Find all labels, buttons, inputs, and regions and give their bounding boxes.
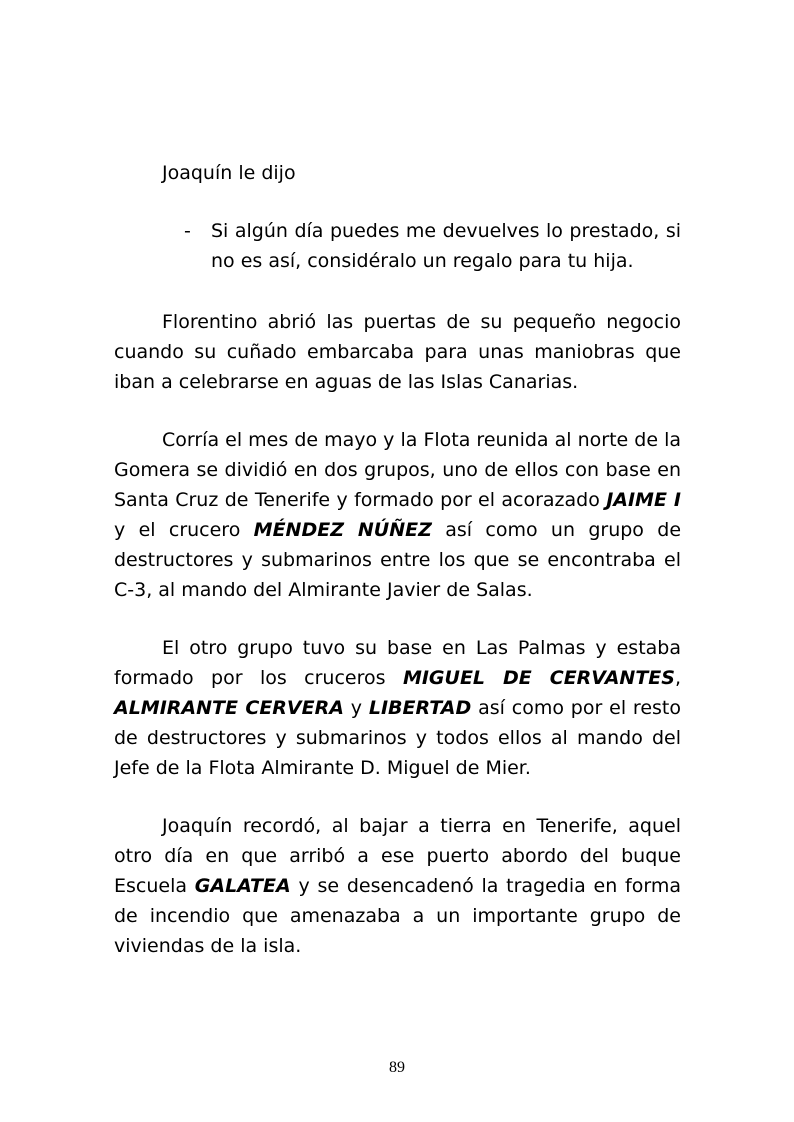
text-run: y el crucero [114,519,254,541]
ship-name-mendez-nunez: MÉNDEZ NÚÑEZ [253,519,432,541]
text-run: Florentino abrió las puertas de su pequeño negocio cuando su cuñado embarcaba para unas maniobras que iban a celebrarse en aguas de las Islas Canarias. [114,311,681,393]
text-run: y [343,697,369,719]
ship-name-galatea: GALATEA [194,875,291,897]
ship-name-libertad: LIBERTAD [368,697,472,719]
text-run: , [674,667,681,689]
text-run: así como un grupo de destructores y submarinos entre los que se encontraba el C-3, al mando del Almirante Javier de Salas. [114,519,682,601]
dialogue-text: Si algún día puedes me devuelves lo prestado, si no es así, considéralo un regalo para tu hija. [211,220,681,272]
ship-name-almirante-cervera: ALMIRANTE CERVERA [114,697,344,719]
intro-line: Joaquín le dijo [162,162,296,184]
text-block [114,158,681,961]
text-run: Joaquín recordó, al bajar a tierra en Tenerife, aquel otro día en que arribó a ese puerto abordo del buque Escuela [114,815,681,897]
paragraph-florentino [114,307,681,397]
page-number: 89 [389,1059,405,1076]
paragraph-otro-grupo [114,633,681,783]
ship-name-jaime-i: JAIME I [606,489,681,511]
text-run: y se desencadenó la tragedia en forma de incendio que amenazaba a un importante grupo de viviendas de la isla. [114,875,681,957]
dialogue-dash: - [184,220,191,242]
ship-name-miguel-de-cervantes: MIGUEL DE CERVANTES [402,667,675,689]
paragraph-corria [114,425,681,605]
text-run: así como por el resto de destructores y submarinos y todos ellos al mando del Jefe de la Flota Almirante D. Miguel de Mier. [114,697,681,779]
dialogue-item [184,216,681,276]
paragraph-joaquin-recordo [114,811,681,961]
text-run: El otro grupo tuvo su base en Las Palmas y estaba formado por los cruceros [114,637,681,689]
text-run: Corría el mes de mayo y la Flota reunida al norte de la Gomera se dividió en dos grupos, uno de ellos con base en Santa Cruz de Tenerife y formado por el acorazado [114,429,681,511]
